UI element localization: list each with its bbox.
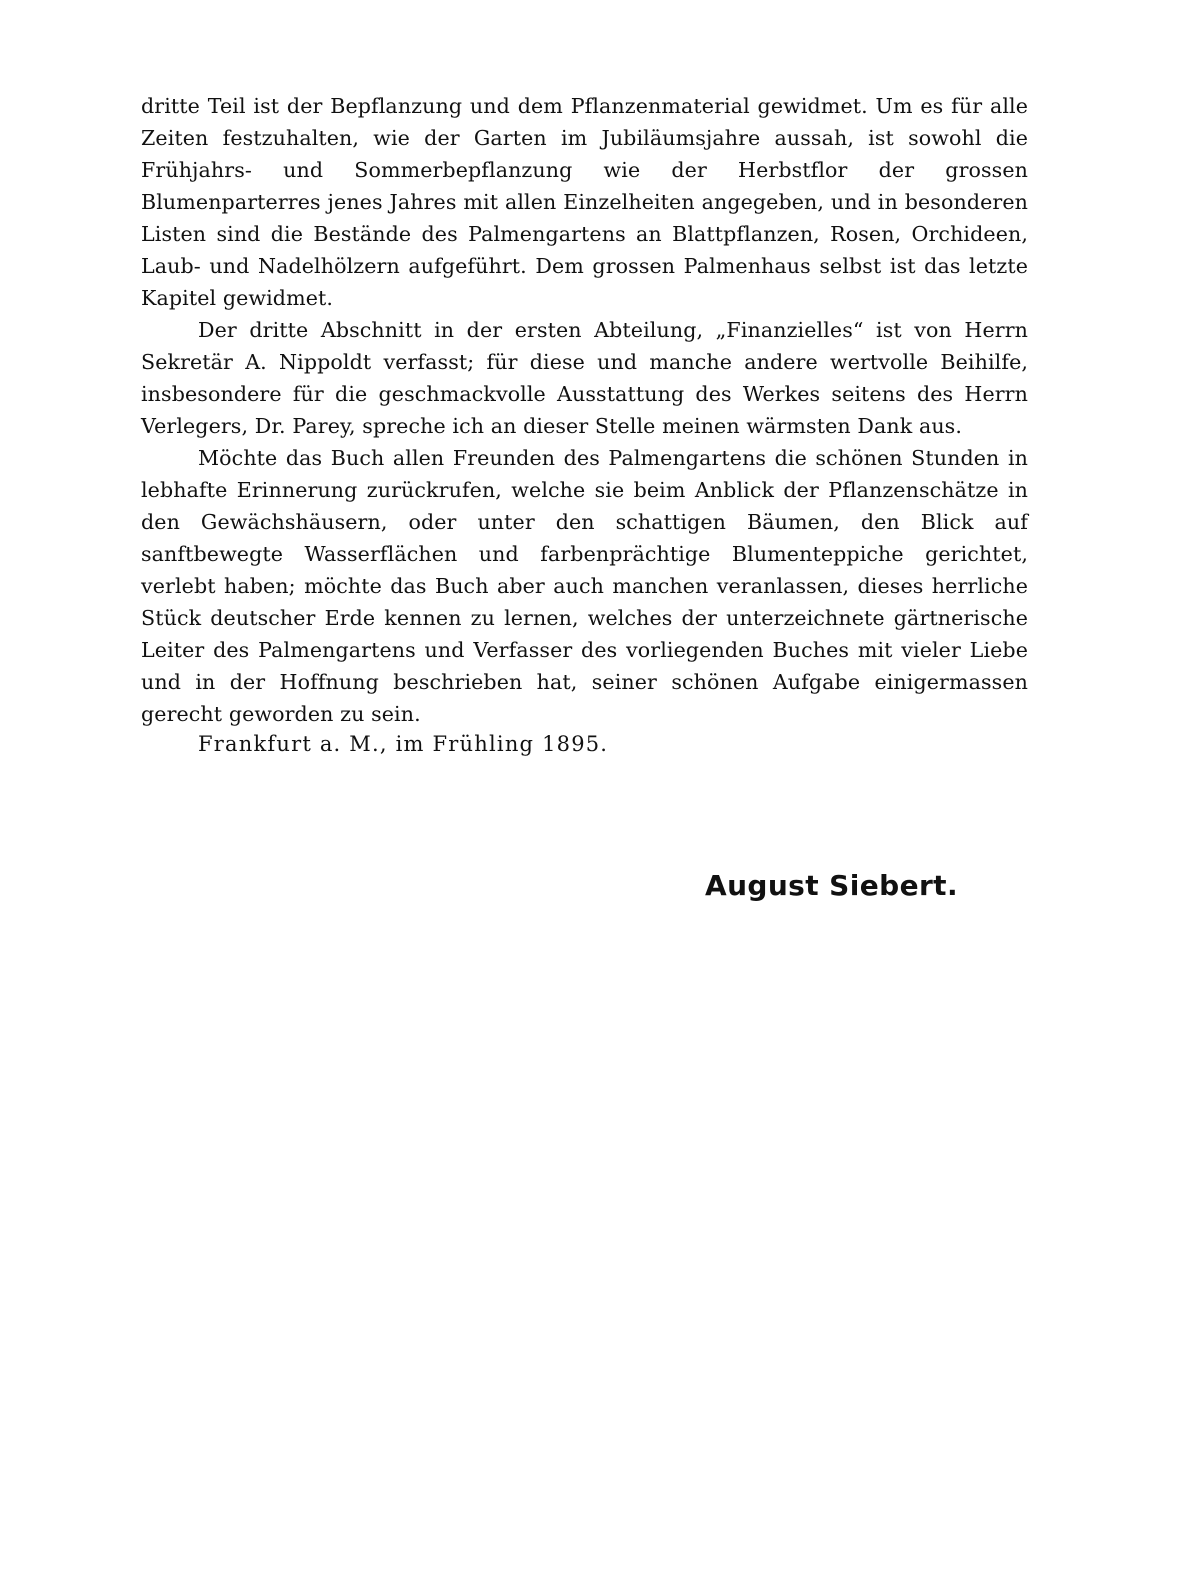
body-text xyxy=(141,90,1028,730)
author-signature: August Siebert. xyxy=(705,869,958,902)
paragraph: Der dritte Abschnitt in der ersten Abteilung, „Finanzielles“ ist von Herrn Sekretär A. Nippoldt verfasst; für diese und manche andere wertvolle Beihilfe, insbesondere für die geschmackvolle Ausstattung des Werkes seitens des Herrn Verlegers, Dr. Parey, spreche ich an dieser Stelle meinen wärmsten Dank aus. xyxy=(141,318,1028,438)
paragraph: Möchte das Buch allen Freunden des Palmengartens die schönen Stunden in lebhafte Erinnerung zurückrufen, welche sie beim Anblick der Pflanzenschätze in den Gewächshäusern, oder unter den schattigen Bäumen, den Blick auf sanftbewegte Wasserflächen und farbenprächtige Blumenteppiche gerichtet, verlebt haben; möchte das Buch aber auch manchen veranlassen, dieses herrliche Stück deutscher Erde kennen zu lernen, welches der unterzeichnete gärtnerische Leiter des Palmengartens und Verfasser des vorliegenden Buches mit vieler Liebe und in der Hoffnung beschrieben hat, seiner schönen Aufgabe einigermassen gerecht geworden zu sein. xyxy=(141,446,1028,726)
place-date-line: Frankfurt a. M., im Frühling 1895. xyxy=(198,732,609,756)
paragraph: dritte Teil ist der Bepflanzung und dem Pflanzenmaterial gewidmet. Um es für alle Zeiten festzuhalten, wie der Garten im Jubiläumsjahre aussah, ist sowohl die Frühjahrs- und Sommerbepflanzung wie der Herbstflor der grossen Blumenparterres jenes Jahres mit allen Einzelheiten angegeben, und in besonderen Listen sind die Bestände des Palmengartens an Blattpflanzen, Rosen, Orchideen, Laub- und Nadelhölzern aufgeführt. Dem grossen Palmenhaus selbst ist das letzte Kapitel gewidmet. xyxy=(141,94,1028,310)
